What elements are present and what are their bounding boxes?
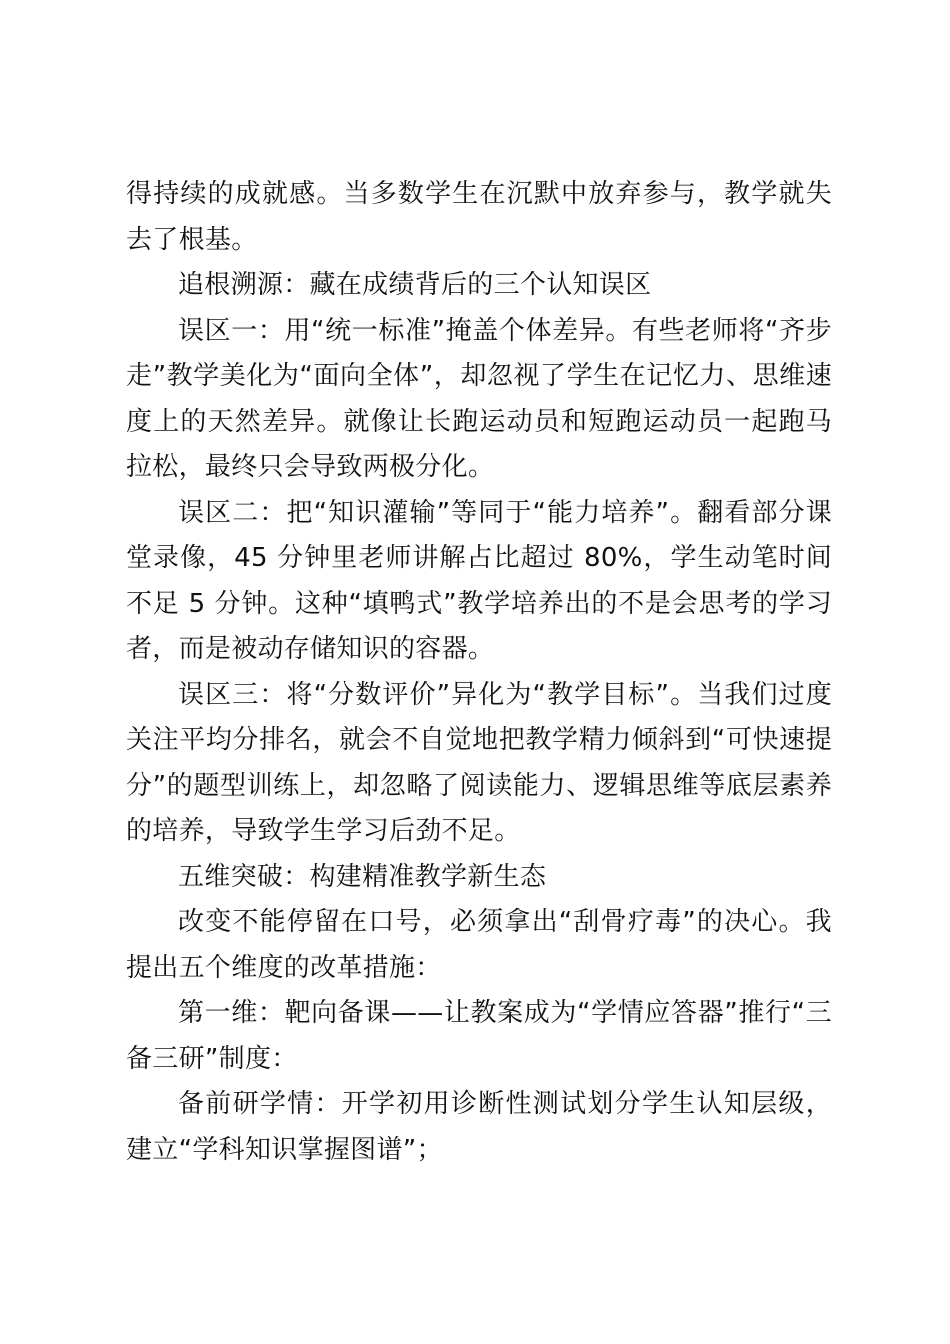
paragraph-reform-intro: 改变不能停留在口号，必须拿出“刮骨疗毒”的决心。我提出五个维度的改革措施： xyxy=(126,907,832,983)
paragraph-dimension-one: 第一维：靶向备课——让教案成为“学情应答器”推行“三备三研”制度： xyxy=(126,998,832,1074)
paragraph-continuation: 得持续的成就感。当多数学生在沉默中放弃参与，教学就失去了根基。 xyxy=(126,179,832,255)
paragraph-misconception-one: 误区一：用“统一标准”掩盖个体差异。有些老师将“齐步走”教学美化为“面向全体”，却忽视了学生在记忆力、思维速度上的天然差异。就像让长跑运动员和短跑运动员一起跑马拉松，最终只会导致两极分化。 xyxy=(126,315,832,482)
section-heading-five-dimensions: 五维突破：构建精准教学新生态 xyxy=(178,861,547,892)
section-heading-root-cause: 追根溯源：藏在成绩背后的三个认知误区 xyxy=(178,270,652,300)
paragraph-misconception-two: 误区二：把“知识灌输”等同于“能力培养”。翻看部分课堂录像，45 分钟里老师讲解占比超过 80%，学生动笔时间不足 5 分钟。这种“填鸭式”教学培养出的不是会思考的学习者，而是被动存储知识的容器。 xyxy=(126,497,832,664)
paragraph-pre-lesson-research: 备前研学情：开学初用诊断性测试划分学生认知层级，建立“学科知识掌握图谱”； xyxy=(126,1089,832,1165)
document-body xyxy=(126,172,832,1173)
paragraph-misconception-three: 误区三：将“分数评价”异化为“教学目标”。当我们过度关注平均分排名，就会不自觉地把教学精力倾斜到“可快速提分”的题型训练上，却忽略了阅读能力、逻辑思维等底层素养的培养，导致学生学习后劲不足。 xyxy=(126,679,832,846)
